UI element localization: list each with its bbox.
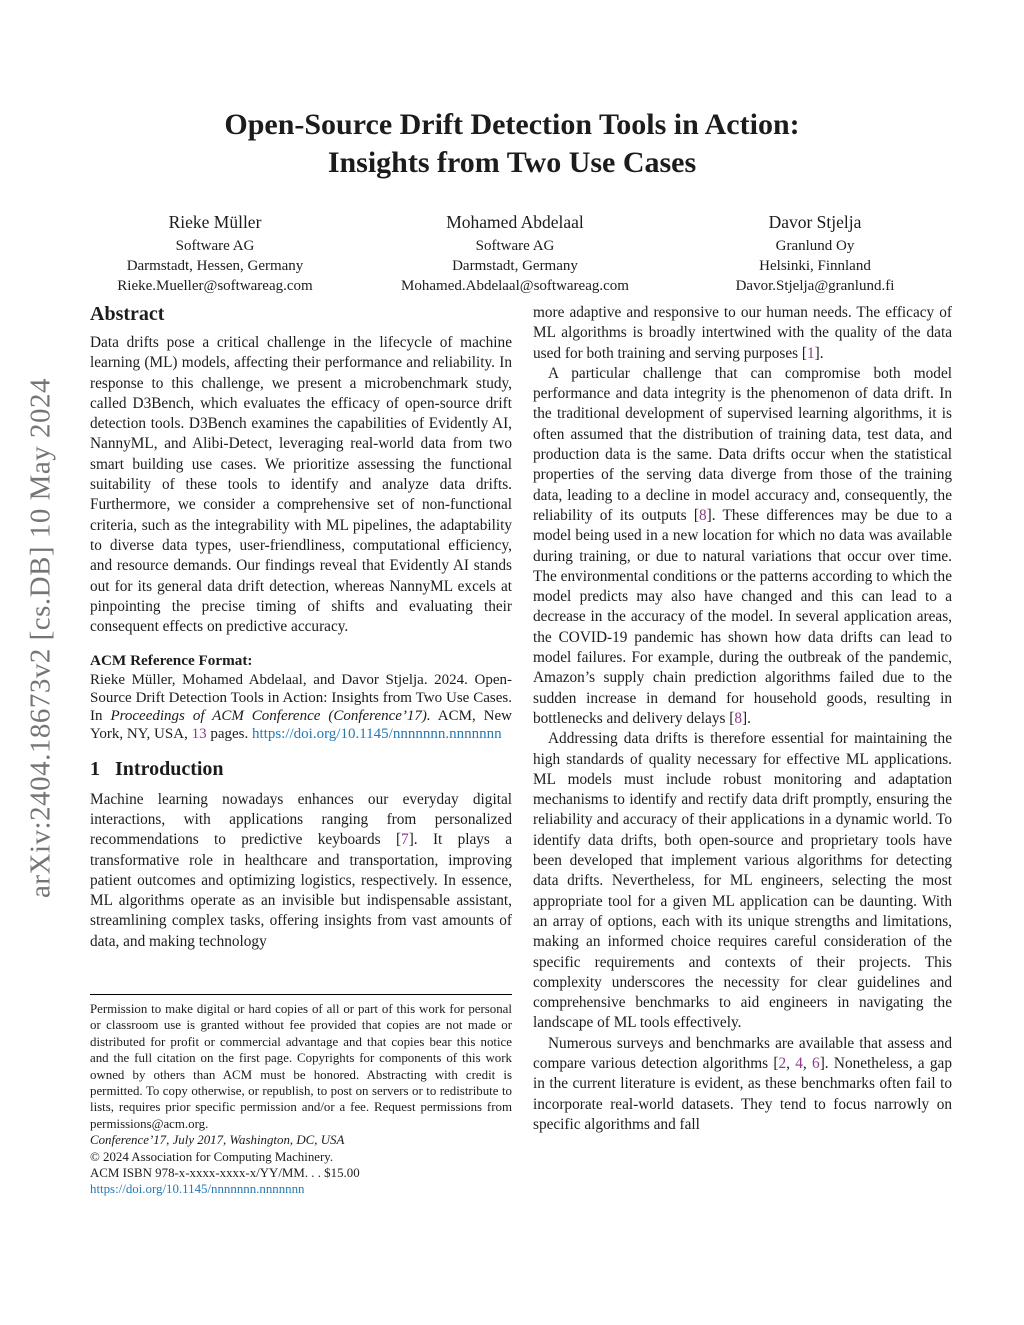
paragraph-text: ]. bbox=[742, 709, 751, 727]
permission-notice: Permission to make digital or hard copies of all or part of this work for personal or classroom use is granted without fee provided that copies are not made or distributed for profit or commercial advantage and that copies bear this notice and the full citation on the first page. Copyrights for components of this work owned by others than ACM must be honored. Abstracting with credit is permitted. To copy otherwise, or republish, to post on servers or to redistribute to lists, requires prior specific permission and/or a fee. Request permissions from permissions@acm.org. bbox=[90, 1002, 512, 1131]
paragraph-text: A particular challenge that can compromise both model performance and data integrity is the phenomenon of data drift. In the traditional development of supervised learning algorithms, it is often assumed that the distribution of training data, test data, and production data is the same. Data drifts occur when the statistical properties of the serving data diverge from those of the training data, leading to a decline in model accuracy and, consequently, the reliability of its outputs [ bbox=[533, 364, 952, 524]
copyright-line: © 2024 Association for Computing Machinery. bbox=[90, 1149, 334, 1164]
citation-ref-1[interactable]: 1 bbox=[807, 344, 815, 362]
author-email: Rieke.Mueller@softwareag.com bbox=[117, 278, 313, 294]
conference-info-line: Conference’17, July 2017, Washington, DC, USA bbox=[90, 1133, 345, 1148]
acm-reference-heading: ACM Reference Format: bbox=[90, 652, 253, 670]
author-location: Darmstadt, Hessen, Germany bbox=[126, 258, 304, 274]
acm-reference-text bbox=[90, 672, 512, 743]
paragraph-text: ]. Nonetheless, a gap in the current literature is evident, as these benchmarks often fail to incorporate real-world datasets. They tend to focus narrowly on specific algorithms and fall bbox=[533, 1054, 952, 1133]
author-email: Mohamed.Abdelaal@softwareag.com bbox=[401, 278, 629, 294]
paragraph-continuation bbox=[533, 303, 952, 364]
section-title: Introduction bbox=[115, 757, 224, 780]
section-heading-introduction bbox=[90, 758, 512, 781]
footnote-block bbox=[90, 994, 512, 1198]
reference-text-segment: ACM, New York, NY, USA, bbox=[90, 708, 513, 742]
paper-title-line2: Insights from Two Use Cases bbox=[327, 146, 697, 179]
author-3 bbox=[695, 211, 935, 296]
paragraph-surveys bbox=[533, 1034, 952, 1135]
paragraph-text: ]. These differences may be due to a model being used in a new location for which no data was available during training, or due to natural variations that occur over time. The environmental conditions or the patterns according to which the model predicts may also have changed and this can lead to a decrease in the accuracy of the model. In several application areas, the COVID-19 pandemic has shown how data drifts can lead to model failures. For example, during the outbreak of the pandemic, Amazon’s supply chain prediction algorithms failed due to the sudden increase in demand for household goods, resulting in bottlenecks and delivery delays [ bbox=[533, 506, 952, 727]
paragraph-text: more adaptive and responsive to our human needs. The efficacy of ML algorithms is broadly intertwined with the quality of the data used for both training and serving purposes [ bbox=[533, 304, 952, 362]
author-location: Darmstadt, Germany bbox=[452, 258, 578, 274]
reference-text-segment: Rieke Müller, Mohamed Abdelaal, and Davor Stjelja. 2024. Open-Source Drift Detection Tools in Action: Insights from Two Use Cases. In bbox=[90, 672, 512, 725]
reference-text-segment: pages. bbox=[206, 725, 252, 742]
section-number: 1 bbox=[90, 757, 100, 780]
abstract-text: Data drifts pose a critical challenge in the lifecycle of machine learning (ML) models, affecting their performance and reliability. In response to this challenge, we present a microbenchmark study, called D3Bench, which evaluates the efficacy of open-source drift detection tools. D3Bench examines the capabilities of Evidently AI, NannyML, and Alibi-Detect, leveraging real-world data from two smart building use cases. We prioritize assessing the functional suitability of these tools to identify and analyze data drifts. Furthermore, we consider a comprehensive set of non-functional criteria, such as the integrability with ML pipelines, the adaptability to diverse data types, user-friendliness, computational efficiency, and resource demands. Our findings reveal that Evidently AI stands out for its general data drift detection, whereas NannyML excels at pinpointing the precise timing of shifts and evaluating their consequent effects on predictive accuracy. bbox=[90, 334, 512, 636]
paragraph-text: , bbox=[802, 1054, 813, 1072]
paragraph-text: , bbox=[786, 1054, 796, 1072]
citation-ref-8[interactable]: 8 bbox=[698, 506, 707, 524]
reference-page-count: 13 bbox=[191, 725, 207, 742]
paragraph-text: Numerous surveys and benchmarks are available that assess and compare various detection algorithms [ bbox=[533, 1034, 952, 1072]
citation-ref-2[interactable]: 2 bbox=[778, 1054, 787, 1072]
citation-ref-4[interactable]: 4 bbox=[795, 1054, 803, 1072]
author-2 bbox=[395, 211, 635, 296]
paragraph-addressing-drifts: Addressing data drifts is therefore essential for maintaining the high standards of quality necessary for effective ML applications. ML models must include robust monitoring and adaptation mechanisms to identify and rectify data drift promptly, ensuring the reliability and accuracy of their applications in a dynamic world. To identify data drifts, both open-source and proprietary tools have been developed that implement various algorithms for detecting data drifts. Nevertheless, for ML engineers, selecting the most appropriate tool for a given ML application can be daunting. With an array of options, each with its unique strengths and limitations, making an informed choice requires careful consideration of the specific requirements and contexts of their projects. This complexity underscores the necessity for clear guidelines and comprehensive benchmarks to aid engineers in navigating the landscape of ML tools effectively. bbox=[533, 730, 952, 1032]
author-affiliation: Software AG bbox=[475, 238, 555, 254]
author-name: Mohamed Abdelaal bbox=[446, 212, 584, 232]
author-name: Davor Stjelja bbox=[768, 212, 862, 232]
footnote-doi-link[interactable]: https://doi.org/10.1145/nnnnnnn.nnnnnnn bbox=[90, 1182, 305, 1197]
author-affiliation: Software AG bbox=[175, 238, 255, 254]
arxiv-watermark: arXiv:2404.18673v2 [cs.DB] 10 May 2024 bbox=[24, 377, 57, 899]
paper-title-line1: Open-Source Drift Detection Tools in Action: bbox=[224, 108, 800, 141]
author-block bbox=[95, 211, 935, 296]
paragraph-text: ]. bbox=[814, 344, 824, 362]
author-affiliation: Granlund Oy bbox=[775, 238, 855, 254]
introduction-paragraph bbox=[90, 790, 512, 952]
author-name: Rieke Müller bbox=[168, 212, 262, 232]
author-email: Davor.Stjelja@granlund.fi bbox=[735, 278, 895, 294]
citation-ref-8[interactable]: 8 bbox=[734, 709, 742, 727]
paragraph-data-drift bbox=[533, 364, 952, 729]
paragraph-text: Machine learning nowadays enhances our everyday digital interactions, with applications ranging from personalized recommendations to predictive keyboards [ bbox=[90, 790, 512, 849]
title-block bbox=[0, 106, 1024, 182]
citation-ref-6[interactable]: 6 bbox=[812, 1054, 820, 1072]
left-column bbox=[90, 303, 512, 952]
paragraph-text: ]. It plays a transformative role in healthcare and transportation, improving patient outcomes and optimizing logistics, respectively. In essence, ML algorithms operate as an invisible but indispensable assistant, streamlining complex tasks, offering insights from vast amounts of data, and making technology bbox=[90, 831, 512, 950]
abstract-heading: Abstract bbox=[90, 303, 165, 325]
author-location: Helsinki, Finnland bbox=[759, 258, 871, 274]
reference-proceedings-italic: Proceedings of ACM Conference (Conference’17). bbox=[110, 708, 431, 725]
reference-doi-link[interactable]: https://doi.org/10.1145/nnnnnnn.nnnnnnn bbox=[251, 725, 502, 742]
isbn-line: ACM ISBN 978-x-xxxx-xxxx-x/YY/MM. . . $15.00 bbox=[90, 1166, 360, 1181]
citation-ref-7[interactable]: 7 bbox=[401, 831, 409, 849]
right-column bbox=[533, 303, 952, 1135]
author-1 bbox=[95, 211, 335, 296]
paper-title bbox=[0, 106, 1024, 182]
